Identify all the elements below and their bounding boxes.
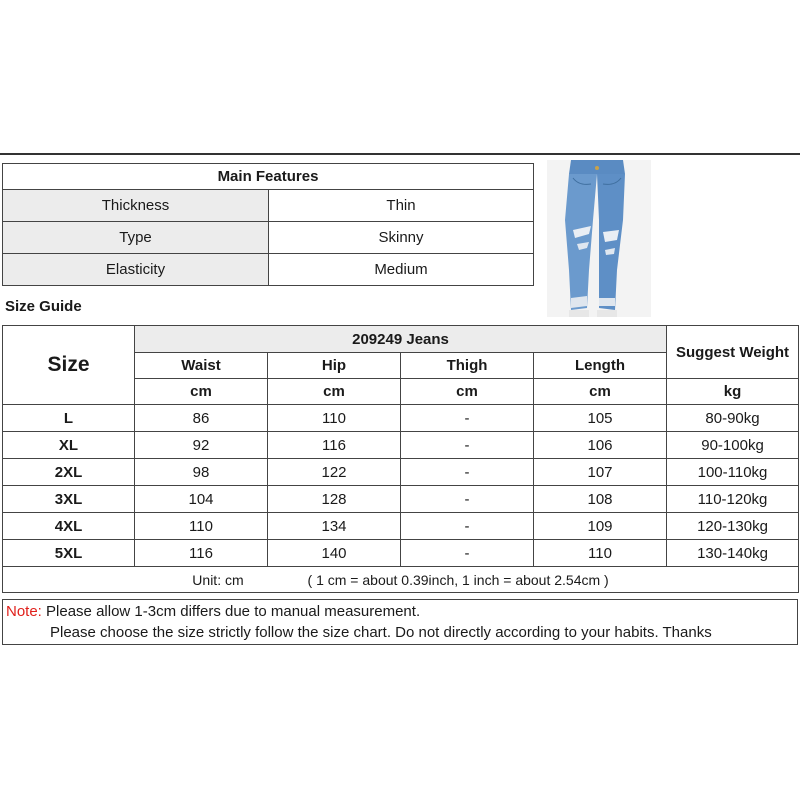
waist-value: 116 [135, 540, 268, 567]
table-row [3, 540, 799, 567]
hip-value: 128 [268, 486, 401, 513]
weight-value: 100-110kg [667, 459, 799, 486]
size-label: XL [3, 432, 135, 459]
feature-row [3, 190, 534, 222]
jeans-product-photo [547, 160, 651, 317]
unit-hip: cm [268, 379, 401, 405]
note-line-2: Please choose the size strictly follow the size chart. Do not directly according to your habits. Thanks [50, 624, 712, 641]
feature-value: Skinny [269, 222, 534, 254]
column-header-length: Length [534, 353, 667, 379]
table-row [3, 513, 799, 540]
hip-value: 134 [268, 513, 401, 540]
unit-length: cm [534, 379, 667, 405]
hip-value: 122 [268, 459, 401, 486]
weight-value: 110-120kg [667, 486, 799, 513]
size-label: 3XL [3, 486, 135, 513]
thigh-value: - [401, 540, 534, 567]
note-line-1: Please allow 1-3cm differs due to manual measurement. [46, 603, 421, 620]
unit-weight: kg [667, 379, 799, 405]
table-row [3, 459, 799, 486]
size-label: L [3, 405, 135, 432]
length-value: 108 [534, 486, 667, 513]
product-header: 209249 Jeans [135, 326, 667, 353]
length-value: 107 [534, 459, 667, 486]
note-label: Note: [6, 603, 42, 620]
table-row [3, 405, 799, 432]
feature-value: Medium [269, 254, 534, 286]
weight-value: 90-100kg [667, 432, 799, 459]
unit-thigh: cm [401, 379, 534, 405]
thigh-value: - [401, 405, 534, 432]
waist-value: 86 [135, 405, 268, 432]
size-guide-table [2, 325, 799, 593]
waist-value: 110 [135, 513, 268, 540]
top-divider [0, 153, 800, 155]
hip-value: 110 [268, 405, 401, 432]
main-features-title: Main Features [3, 164, 534, 190]
feature-row [3, 222, 534, 254]
note-box [2, 599, 798, 645]
length-value: 106 [534, 432, 667, 459]
thigh-value: - [401, 459, 534, 486]
table-row [3, 432, 799, 459]
length-value: 110 [534, 540, 667, 567]
size-guide-title: Size Guide [5, 298, 82, 315]
hip-value: 140 [268, 540, 401, 567]
weight-value: 130-140kg [667, 540, 799, 567]
waist-value: 92 [135, 432, 268, 459]
length-value: 109 [534, 513, 667, 540]
size-label: 4XL [3, 513, 135, 540]
waist-value: 104 [135, 486, 268, 513]
suggest-weight-header: Suggest Weight [667, 326, 799, 379]
feature-value: Thin [269, 190, 534, 222]
length-value: 105 [534, 405, 667, 432]
unit-conversion-row [3, 567, 799, 593]
column-header-thigh: Thigh [401, 353, 534, 379]
feature-row [3, 254, 534, 286]
unit-conversion: ( 1 cm = about 0.39inch, 1 inch = about 2.54cm ) [307, 571, 609, 588]
weight-value: 120-130kg [667, 513, 799, 540]
thigh-value: - [401, 513, 534, 540]
hip-value: 116 [268, 432, 401, 459]
unit-label: Unit: cm [192, 571, 244, 588]
weight-value: 80-90kg [667, 405, 799, 432]
waist-value: 98 [135, 459, 268, 486]
feature-key: Thickness [3, 190, 269, 222]
feature-key: Type [3, 222, 269, 254]
column-header-waist: Waist [135, 353, 268, 379]
column-header-hip: Hip [268, 353, 401, 379]
size-header: Size [3, 326, 135, 405]
thigh-value: - [401, 432, 534, 459]
feature-key: Elasticity [3, 254, 269, 286]
table-row [3, 486, 799, 513]
jeans-illustration [547, 160, 651, 317]
size-label: 5XL [3, 540, 135, 567]
thigh-value: - [401, 486, 534, 513]
main-features-table [2, 163, 534, 286]
unit-waist: cm [135, 379, 268, 405]
size-label: 2XL [3, 459, 135, 486]
